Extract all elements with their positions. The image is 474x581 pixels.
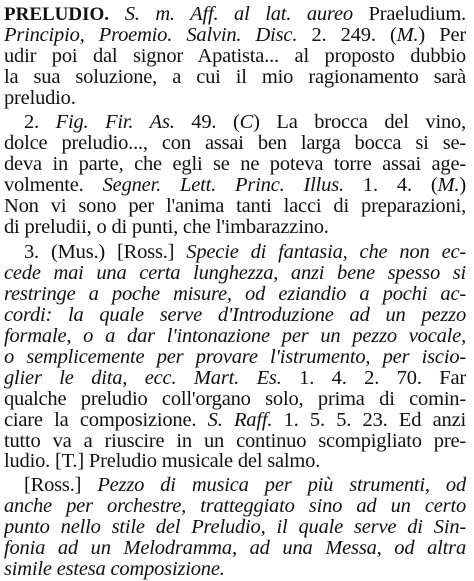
text-run: Praeludium. [352, 2, 466, 25]
italic-text: glier le dita, ecc. Mart. Es. [4, 366, 282, 389]
text-run: di preludii, o di punti, che l'imbarazzino. [4, 216, 329, 239]
italic-text: fonia ad un Melodramma, ad una Messa, od altra [4, 537, 466, 559]
text-run: deva in parte, che egli se ne poteva torre assai age- [4, 153, 466, 176]
italic-text: cede mai una certa lunghezza, anzi bene spesso si [4, 261, 466, 284]
text-run: 3. (Mus.) [Ross.] [24, 240, 187, 263]
entry-line [4, 215, 466, 239]
text-run: qualche preludio coll'organo solo, prima di comin- [4, 387, 466, 410]
italic-text: M. [396, 23, 419, 46]
italic-text: restringe a poche misure, od eziandio a pochi ac- [4, 282, 466, 305]
italic-text: Specie di fantasia, che non ec- [186, 240, 466, 263]
text-run [109, 3, 125, 25]
italic-text: Pezzo di musica per più strumenti, od [97, 474, 466, 497]
italic-text: M. [437, 174, 460, 197]
text-run: ) [459, 174, 466, 197]
text-run: 1. 4. ( [343, 174, 438, 197]
headword: PRELUDIO. [4, 3, 110, 25]
italic-text: simile estesa composizione. [4, 558, 225, 580]
text-run: udir poi dal signor Apatista... al proposto dubbio [4, 44, 466, 67]
text-run: 2. [24, 111, 56, 134]
text-run: ludio. [T.] Preludio musicale del salmo. [4, 450, 321, 473]
text-run: 2. 249. ( [297, 23, 397, 46]
italic-text: al lat. aureo [234, 2, 353, 25]
italic-text: formale, o a dar l'intonazione per un pezzo vocale, [4, 324, 466, 347]
italic-text: S. Raff. [207, 408, 273, 431]
text-run: preludio. [4, 86, 76, 109]
text-run: ciare la composizione. [4, 408, 208, 431]
entry-line [4, 86, 466, 110]
entry-line [4, 557, 466, 581]
italic-text: S. m. Aff. [124, 2, 219, 25]
text-run: ) Per [418, 23, 466, 46]
italic-text: Principio, Proemio. Salvin. Disc. [4, 23, 298, 46]
italic-text: C [239, 111, 254, 134]
italic-text: anche per orchestre, tratteggiato sino ad un certo [4, 495, 466, 518]
italic-text: punto nello stile del Preludio, il quale serve di Sin- [4, 516, 466, 539]
italic-text: o semplicemente per provare l'istrumento, per iscio- [4, 345, 466, 368]
text-run: 1. 4. 2. 70. Far [281, 366, 466, 389]
text-run [218, 3, 234, 25]
text-run: volmente. [4, 174, 103, 197]
text-run: la sua soluzione, a cui il mio ragionamento sarà [4, 65, 466, 88]
text-run: 49. ( [174, 111, 240, 134]
text-run: [Ross.] [24, 474, 98, 497]
text-run: Non vi sono per l'anima tanti lacci di preparazioni, [4, 195, 466, 218]
entry-line [4, 449, 466, 473]
text-run: 1. 5. 5. 23. Ed anzi [272, 408, 466, 431]
text-run: tutto va a riuscire in un continuo scompigliato pre- [4, 429, 466, 452]
italic-text: Fig. Fir. As. [55, 111, 175, 134]
italic-text: cordi: la quale serve d'Introduzione ad un pezzo [4, 303, 466, 326]
italic-text: Segner. Lett. Princ. Illus. [102, 174, 344, 197]
text-run: dolce preludio..., con assai ben larga bocca si se- [4, 132, 466, 155]
text-run: ) La brocca del vino, [253, 111, 466, 134]
